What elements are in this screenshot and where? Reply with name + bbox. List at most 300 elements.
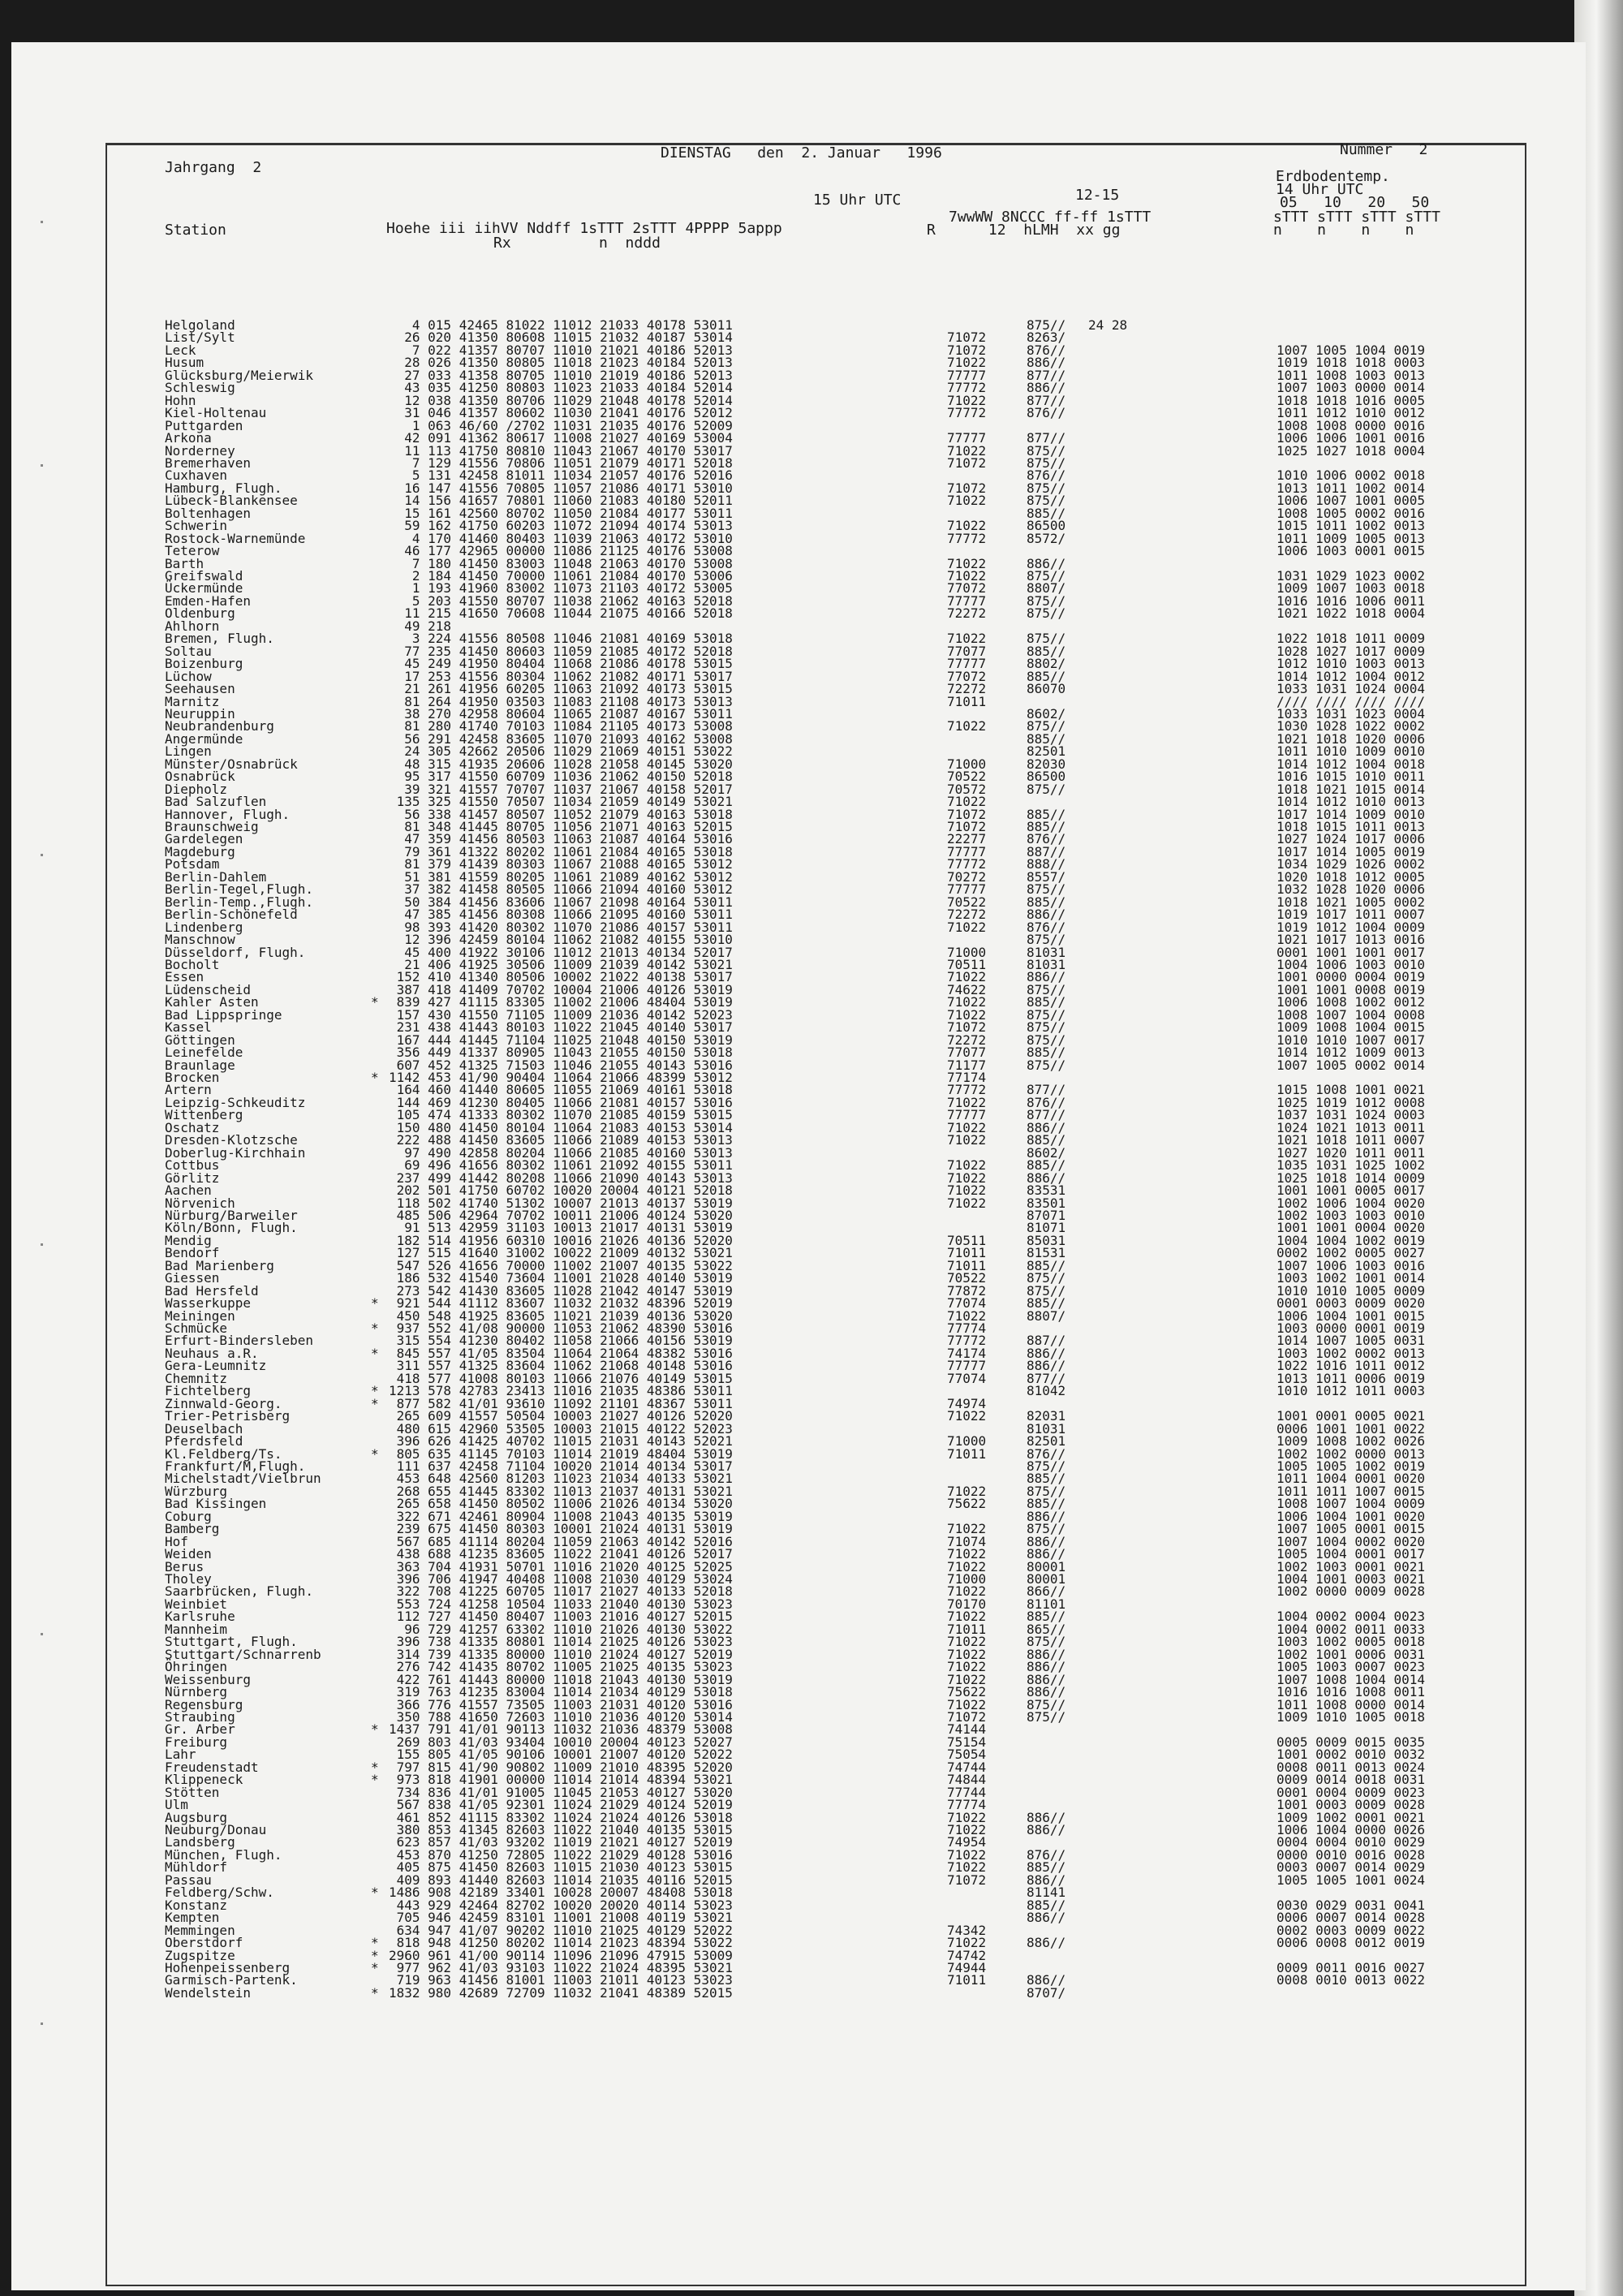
table-row (11, 1134, 1521, 1146)
cell-main: 95 317 41550 60709 11036 21062 40150 52018 (389, 769, 733, 785)
cell-main: 48 315 41935 20606 11028 21058 40145 53020 (389, 756, 733, 772)
cell-soil: 1012 1010 1003 0013 (1276, 656, 1426, 672)
cell-station: Braunlage (165, 1057, 235, 1073)
cell-soil: 1006 1008 1002 0012 (1276, 994, 1426, 1010)
cell-station: Nürburg/Barweiler (165, 1207, 298, 1223)
cell-station: Neubrandenburg (165, 718, 274, 734)
cell-main: 973 818 41901 00000 11014 21014 48394 53021 (389, 1772, 733, 1788)
cell-soil: 1001 0001 0005 0021 (1276, 1408, 1426, 1424)
cell-sy: 71022 (947, 919, 987, 935)
cell-main: 167 444 41445 71104 11025 21048 40150 53019 (389, 1032, 733, 1048)
cell-station: Saarbrücken, Flugh. (165, 1583, 314, 1600)
cell-sy: 71022 (947, 1671, 987, 1687)
cell-cl: 875// (1027, 605, 1066, 622)
cell-station: Bocholt (165, 956, 220, 972)
cell-main: 387 418 41409 70702 10004 21006 40126 53019 (389, 981, 733, 997)
cell-soil: 1014 1012 1010 0013 (1276, 794, 1426, 810)
cell-sy: 74954 (947, 1834, 987, 1850)
cell-cl: 885// (1027, 643, 1066, 659)
cell-main: 409 893 41440 82603 11014 21035 40116 52015 (389, 1872, 733, 1888)
cell-station: Soltau (165, 643, 212, 659)
cell-main: 182 514 41956 60310 10016 21026 40136 52020 (389, 1232, 733, 1248)
cell-cl: 875// (1027, 1006, 1066, 1023)
cell-soil: 1011 1009 1005 0013 (1276, 530, 1426, 546)
cell-soil: 1018 1018 1016 0005 (1276, 392, 1426, 408)
cell-main: 1486 908 42189 33401 10028 20007 48408 53018 (389, 1885, 733, 1901)
cell-sy: 71022 (947, 518, 987, 534)
cell-main: 39 321 41557 70707 11037 21067 40158 52017 (389, 781, 733, 797)
cell-main: 977 962 41/03 93103 11022 21024 48395 53021 (389, 1959, 733, 1975)
cell-sy: 72272 (947, 907, 987, 923)
cell-star: * (371, 1959, 379, 1975)
cell-soil: 1014 1012 1004 0018 (1276, 756, 1426, 772)
cell-cl: 82030 (1027, 756, 1066, 772)
column-subcodes: Rx n nddd (493, 235, 661, 252)
cell-soil: 1002 1002 0000 0013 (1276, 1445, 1426, 1462)
cell-station: Wendelstein (165, 1984, 251, 2001)
cell-soil: 1006 1003 0001 0015 (1276, 543, 1426, 559)
table-row (11, 1686, 1521, 1698)
cell-sy: 74742 (947, 1947, 987, 1963)
cell-station: Hof (165, 1533, 188, 1549)
cell-station: Lüchow (165, 668, 212, 684)
cell-sy: 71022 (947, 1182, 987, 1199)
cell-station: Mannheim (165, 1621, 228, 1637)
cell-sy: 71022 (947, 1859, 987, 1876)
cell-cl: 885// (1027, 819, 1066, 834)
table-row (11, 319, 1521, 331)
cell-cl: 875// (1027, 442, 1066, 459)
cell-main: 50 384 41456 83606 11067 21098 40164 53011 (389, 894, 733, 910)
period-label: 12-15 (1075, 187, 1120, 204)
cell-main: 453 648 42560 81203 11023 21034 40133 53021 (389, 1471, 733, 1487)
cell-cl: 885// (1027, 806, 1066, 822)
cell-station: Mendig (165, 1232, 212, 1248)
cell-main: 314 739 41335 80000 11010 21024 40127 52019 (389, 1646, 733, 1662)
cell-star: * (371, 1885, 379, 1901)
cell-cl: 875// (1027, 493, 1066, 509)
cell-main: 155 805 41/05 90106 10001 21007 40120 52022 (389, 1747, 733, 1763)
cell-cl: 875// (1027, 781, 1066, 797)
cell-cl: 8807/ (1027, 1307, 1066, 1324)
cell-soil: 1005 1004 0001 0017 (1276, 1546, 1426, 1562)
cell-station: Essen (165, 969, 204, 985)
cell-cl: 886// (1027, 1119, 1066, 1135)
cell-station: Coburg (165, 1508, 212, 1524)
cell-soil: 1001 0002 0010 0032 (1276, 1747, 1426, 1763)
cell-soil: 1007 1005 0002 0014 (1276, 1057, 1426, 1073)
table-row (11, 1661, 1521, 1673)
cell-main: 45 400 41922 30106 11012 21013 40134 52017 (389, 944, 733, 960)
cell-star: * (371, 1395, 379, 1411)
cell-station: Tholey (165, 1571, 212, 1587)
issue-number: Nummer 2 (1340, 141, 1428, 158)
document-page (11, 42, 1586, 2290)
cell-soil: 1002 1001 0006 0031 (1276, 1646, 1426, 1662)
cell-star: * (371, 1070, 379, 1085)
cell-soil: 1015 1008 1001 0021 (1276, 1082, 1426, 1098)
cell-main: 231 438 41443 80103 11022 21045 40140 53017 (389, 1019, 733, 1036)
cell-sy: 77072 (947, 668, 987, 684)
cell-station: Weissenburg (165, 1671, 251, 1687)
cell-soil: 1021 1017 1013 0016 (1276, 932, 1426, 948)
cell-main: 363 704 41931 50701 11016 21020 40125 52025 (389, 1558, 733, 1574)
cell-station: Giessen (165, 1270, 220, 1286)
cell-soil: 1009 1002 0001 0021 (1276, 1809, 1426, 1825)
cell-soil: 1009 1008 1004 0015 (1276, 1019, 1426, 1036)
cell-main: 152 410 41340 80506 10002 21022 40138 53017 (389, 969, 733, 985)
cell-cl: 875// (1027, 631, 1066, 647)
cell-sy: 77744 (947, 1784, 987, 1800)
cell-cl: 875// (1027, 932, 1066, 948)
cell-station: Gr. Arber (165, 1721, 235, 1738)
cell-star: * (371, 1320, 379, 1336)
cell-station: Kl.Feldberg/Ts. (165, 1445, 282, 1462)
cell-soil: 1034 1029 1026 0002 (1276, 856, 1426, 872)
cell-main: 818 948 41250 80202 11014 21023 48394 53022 (389, 1935, 733, 1951)
cell-star: * (371, 1935, 379, 1951)
table-row (11, 1157, 1521, 1174)
cell-cl: 875// (1027, 1458, 1066, 1474)
table-row (11, 907, 1521, 923)
cell-station: Ahlhorn (165, 618, 220, 634)
punch-mark (41, 221, 43, 223)
cell-station: Weiden (165, 1546, 212, 1562)
cell-station: Bad Hersfeld (165, 1282, 259, 1299)
cell-station: Lahr (165, 1747, 196, 1763)
cell-cl: 886// (1027, 969, 1066, 985)
cell-soil: 1016 1015 1010 0011 (1276, 769, 1426, 785)
cell-sy: 71072 (947, 1019, 987, 1036)
cell-cl: 875// (1027, 881, 1066, 898)
cell-cl: 886// (1027, 1546, 1066, 1562)
cell-cl: 8602/ (1027, 705, 1066, 722)
cell-soil: 1030 1028 1022 0002 (1276, 718, 1426, 734)
cell-main: 567 838 41/05 92301 11024 21029 40124 52019 (389, 1797, 733, 1813)
cell-sy: 71011 (947, 693, 987, 709)
cell-soil: 1025 1019 1012 0008 (1276, 1094, 1426, 1110)
cell-sy: 77777 (947, 430, 987, 446)
cell-sy: 71022 (947, 1094, 987, 1110)
cell-sy: 77777 (947, 592, 987, 609)
cell-station: Gera-Leumnitz (165, 1358, 267, 1374)
cell-cl: 875// (1027, 1708, 1066, 1725)
cell-cl: 876// (1027, 342, 1066, 358)
cell-main: 12 038 41350 80706 11029 21048 40178 52014 (389, 392, 733, 408)
cell-soil: 1014 1012 1009 0013 (1276, 1045, 1426, 1061)
cell-main: 45 249 41950 80404 11068 21086 40178 53015 (389, 656, 733, 672)
cell-station: Emden-Hafen (165, 592, 251, 609)
cell-cl: 876// (1027, 919, 1066, 935)
cell-station: Göttingen (165, 1032, 235, 1048)
cell-main: 453 870 41250 72805 11022 21029 40128 53016 (389, 1846, 733, 1863)
cell-main: 443 929 42464 82702 10020 20020 40114 53023 (389, 1897, 733, 1913)
cell-soil: 0005 0009 0015 0035 (1276, 1734, 1426, 1750)
cell-main: 845 557 41/05 83504 11064 21064 48382 53016 (389, 1345, 733, 1361)
cell-station: Arkona (165, 430, 212, 446)
cell-station: Braunschweig (165, 819, 259, 834)
cell-sy: 74744 (947, 1759, 987, 1775)
cell-sy: 77077 (947, 1045, 987, 1061)
cell-sy: 71022 (947, 1696, 987, 1712)
cell-main: 322 708 41225 60705 11017 21027 40133 52018 (389, 1583, 733, 1600)
cell-cl: 875// (1027, 317, 1066, 333)
cell-main: 553 724 41258 10504 11033 21040 40130 53023 (389, 1596, 733, 1612)
cell-main: 46 177 42965 00000 11086 21125 40176 53008 (389, 543, 733, 559)
cell-cl: 885// (1027, 1157, 1066, 1174)
cell-cl: 80001 (1027, 1571, 1066, 1587)
cell-station: Diepholz (165, 781, 228, 797)
cell-main: 222 488 41450 83605 11066 21089 40153 53013 (389, 1132, 733, 1148)
cell-sy: 70170 (947, 1596, 987, 1612)
cell-sy: 70511 (947, 1232, 987, 1248)
cell-station: Augsburg (165, 1809, 228, 1825)
cell-main: 396 706 41947 40408 11008 21030 40129 53024 (389, 1571, 733, 1587)
cell-soil: 1011 1008 1003 0013 (1276, 367, 1426, 383)
cell-station: Freiburg (165, 1734, 228, 1750)
cell-station: Karlsruhe (165, 1609, 235, 1625)
cell-soil: 1010 1006 0002 0018 (1276, 467, 1426, 484)
cell-main: 56 338 41457 80507 11052 21079 40163 53018 (389, 806, 733, 822)
cell-soil: 1017 1014 1009 0010 (1276, 806, 1426, 822)
cell-main: 805 635 41145 70103 11014 21019 48404 53019 (389, 1445, 733, 1462)
cell-soil: 1008 1008 0000 0016 (1276, 417, 1426, 433)
cell-station: Dresden-Klotzsche (165, 1132, 298, 1148)
cell-soil: 1002 0000 0009 0028 (1276, 1583, 1426, 1600)
table-row (11, 683, 1521, 695)
cell-sy: 71022 (947, 1846, 987, 1863)
table-row (11, 1295, 1521, 1312)
cell-soil: 1031 1029 1023 0002 (1276, 568, 1426, 584)
cell-sy: 70522 (947, 1270, 987, 1286)
cell-soil: 1014 1012 1004 0012 (1276, 668, 1426, 684)
cell-main: 81 264 41950 03503 11083 21108 40173 53013 (389, 693, 733, 709)
cell-station: Puttgarden (165, 417, 243, 433)
table-row (11, 1523, 1521, 1535)
cell-cl: 885// (1027, 1471, 1066, 1487)
cell-cl: 875// (1027, 592, 1066, 609)
cell-sy (947, 1987, 986, 1999)
cell-main: 16 147 41556 70805 11057 21086 40171 53010 (389, 480, 733, 496)
cell-main: 47 385 41456 80308 11066 21095 40160 53011 (389, 907, 733, 923)
cell-station: Ückermünde (165, 580, 243, 597)
table-row (11, 1798, 1521, 1811)
cell-cl: 885// (1027, 1609, 1066, 1625)
cell-main: 405 875 41450 82603 11015 21030 40123 53015 (389, 1859, 733, 1876)
cell-main: 202 501 41750 60702 10020 20004 40121 52018 (389, 1182, 733, 1199)
cell-cl: 885// (1027, 1859, 1066, 1876)
cell-sy: 71011 (947, 1245, 987, 1261)
cell-station: List/Sylt (165, 330, 235, 346)
cell-soil: 1010 1012 1011 0003 (1276, 1383, 1426, 1399)
cell-cl: 875// (1027, 1019, 1066, 1036)
cell-station: Angermünde (165, 730, 243, 747)
cell-soil: 1021 1022 1018 0004 (1276, 605, 1426, 622)
cell-sy: 74342 (947, 1922, 987, 1938)
cell-sy: 70511 (947, 956, 987, 972)
cell-main: 350 788 41650 72603 11010 21036 40120 53014 (389, 1708, 733, 1725)
cell-soil: 1003 1002 0002 0013 (1276, 1345, 1426, 1361)
cell-station: Bad Salzuflen (165, 794, 267, 810)
table-row (11, 795, 1521, 808)
cell-main: 5 203 41550 80707 11038 21062 40163 52018 (389, 592, 733, 609)
cell-station: Leipzig-Schkeuditz (165, 1094, 306, 1110)
cell-station: Landsberg (165, 1834, 235, 1850)
cell-station: Berlin-Dahlem (165, 868, 267, 885)
cell-cl: 888// (1027, 856, 1066, 872)
cell-sy: 71022 (947, 1307, 987, 1324)
cell-sy: 77772 (947, 380, 987, 396)
cell-cl: 877// (1027, 367, 1066, 383)
cell-station: Schleswig (165, 380, 235, 396)
table-row (11, 1984, 1521, 2001)
cell-soil: 1002 1003 0001 0021 (1276, 1558, 1426, 1574)
cell-soil: 1018 1021 1015 0014 (1276, 781, 1426, 797)
cell-station: Neuburg/Donau (165, 1822, 267, 1837)
cell-station: Leinefelde (165, 1045, 243, 1061)
cell-sy: 71022 (947, 555, 987, 571)
cell-sy: 77772 (947, 1333, 987, 1349)
cell-soil: 1011 1012 1010 0012 (1276, 405, 1426, 421)
cell-cl: 875// (1027, 1696, 1066, 1712)
cell-station: Brocken (165, 1070, 220, 1085)
cell-sy: 77777 (947, 881, 987, 898)
cell-main: 1213 578 42783 23413 11016 21035 48386 53011 (389, 1383, 733, 1399)
cell-station: Konstanz (165, 1897, 228, 1913)
cell-sy: 77777 (947, 367, 987, 383)
table-row (11, 1059, 1521, 1071)
cell-cl: 8807/ (1027, 580, 1066, 597)
cell-sy: 71022 (947, 1822, 987, 1837)
cell-star: * (371, 1772, 379, 1788)
table-row (11, 1410, 1521, 1422)
cell-sy: 75154 (947, 1734, 987, 1750)
cell-soil: 1035 1031 1025 1002 (1276, 1157, 1426, 1174)
cell-soil: 1011 1010 1009 0010 (1276, 743, 1426, 760)
cell-soil: 1007 1004 0002 0020 (1276, 1533, 1426, 1549)
table-row (11, 657, 1521, 670)
cell-main: 91 513 42959 31103 10013 21017 40131 53019 (389, 1220, 733, 1236)
cell-cl: 875// (1027, 1282, 1066, 1299)
cell-cl: 877// (1027, 1370, 1066, 1386)
cell-soil: 1017 1014 1005 0019 (1276, 843, 1426, 859)
cell-cl: 875// (1027, 981, 1066, 997)
cell-main: 839 427 41115 83305 11002 21006 48404 53019 (389, 994, 733, 1010)
cell-soil: 1010 1010 1007 0017 (1276, 1032, 1426, 1048)
cell-sy: 77777 (947, 1107, 987, 1123)
cell-station: Rostock-Warnemünde (165, 530, 306, 546)
cell-main: 1 063 46/60 /2702 11031 21035 40176 52009 (389, 417, 733, 433)
table-row (11, 1385, 1521, 1397)
cell-soil: 1006 1006 1001 0016 (1276, 430, 1426, 446)
cell-soil: 1003 0000 0001 0019 (1276, 1320, 1426, 1336)
cell-sy: 71022 (947, 1546, 987, 1562)
cell-soil: 1004 1004 1002 0019 (1276, 1232, 1426, 1248)
cell-wind: 24 28 (1088, 317, 1128, 333)
cell-soil: 1033 1031 1023 0004 (1276, 705, 1426, 722)
column-codes-2: R 12 hLMH xx gg (927, 222, 1121, 239)
cell-soil: 0006 1001 1001 0022 (1276, 1420, 1426, 1437)
cell-sy: 74844 (947, 1772, 987, 1788)
cell-cl: 83501 (1027, 1195, 1066, 1211)
cell-soil: 0004 0004 0010 0029 (1276, 1834, 1426, 1850)
cell-main: 12 396 42459 80104 11062 21082 40155 53010 (389, 932, 733, 948)
cell-sy: 71022 (947, 1935, 987, 1951)
cell-soil: 1016 1016 1006 0011 (1276, 592, 1426, 609)
cell-station: Zinnwald-Georg. (165, 1395, 282, 1411)
cell-sy: 71072 (947, 480, 987, 496)
cell-station: Hannover, Flugh. (165, 806, 291, 822)
cell-main: 623 857 41/03 93202 11019 21021 40127 52019 (389, 1834, 733, 1850)
cell-cl: 886// (1027, 1671, 1066, 1687)
cell-cl: 81101 (1027, 1596, 1066, 1612)
cell-star: * (371, 1947, 379, 1963)
cell-soil: 1004 0002 0011 0033 (1276, 1621, 1426, 1637)
column-codes-1: 7wwWW 8NCCC ff-ff 1sTTT (949, 209, 1152, 226)
cell-cl: 886// (1027, 1345, 1066, 1361)
cell-soil: 1025 1018 1014 0009 (1276, 1170, 1426, 1186)
cell-sy: 71022 (947, 1408, 987, 1424)
cell-sy: 71022 (947, 1809, 987, 1825)
cell-main: 27 033 41358 80705 11010 21019 40186 52013 (389, 367, 733, 383)
cell-station: Manschnow (165, 932, 235, 948)
cell-soil: 1004 0002 0004 0023 (1276, 1609, 1426, 1625)
cell-sy: 71022 (947, 1659, 987, 1675)
cell-station: Deuselbach (165, 1420, 243, 1437)
cell-main: 31 046 41357 80602 11030 21041 40176 52012 (389, 405, 733, 421)
cell-main: 7 022 41357 80707 11010 21021 40186 52013 (389, 342, 733, 358)
cell-main: 315 554 41230 80402 11058 21066 40156 53019 (389, 1333, 733, 1349)
cell-cl: 885// (1027, 505, 1066, 521)
cell-sy (947, 545, 986, 557)
cell-cl: 877// (1027, 392, 1066, 408)
cell-main: 237 499 41442 80208 11066 21090 40143 53013 (389, 1170, 733, 1186)
cell-station: Teterow (165, 543, 220, 559)
cell-main: 239 675 41450 80303 10001 21024 40131 53019 (389, 1521, 733, 1537)
cell-sy: 71022 (947, 493, 987, 509)
cell-soil: 1028 1027 1017 0009 (1276, 643, 1426, 659)
cell-station: Kassel (165, 1019, 212, 1036)
cell-soil: 1001 0003 0009 0028 (1276, 1797, 1426, 1813)
table-row (11, 1433, 1521, 1450)
cell-soil: 1011 1008 0000 0014 (1276, 1696, 1426, 1712)
cell-main: 797 815 41/90 90802 11009 21010 48395 52020 (389, 1759, 733, 1775)
cell-cl: 8557/ (1027, 868, 1066, 885)
cell-sy: 71022 (947, 1170, 987, 1186)
cell-sy: 77772 (947, 530, 987, 546)
cell-cl: 876// (1027, 1445, 1066, 1462)
cell-soil: 1019 1018 1018 0003 (1276, 355, 1426, 371)
cell-sy: 72272 (947, 605, 987, 622)
cell-cl: 886// (1027, 1659, 1066, 1675)
cell-sy: 71011 (947, 1257, 987, 1273)
cell-station: Oschatz (165, 1119, 220, 1135)
cell-soil: 1016 1016 1008 0011 (1276, 1684, 1426, 1700)
cell-sy: 71072 (947, 330, 987, 346)
cell-sy (947, 1886, 986, 1898)
cell-main: 79 361 41322 80202 11061 21084 40165 53018 (389, 843, 733, 859)
cell-cl: 81031 (1027, 1420, 1066, 1437)
cell-cl: 886// (1027, 1809, 1066, 1825)
cell-main: 135 325 41550 70507 11034 21059 40149 53021 (389, 794, 733, 810)
cell-cl: 875// (1027, 1521, 1066, 1537)
cell-cl: 886// (1027, 555, 1066, 571)
cell-star: * (371, 1345, 379, 1361)
cell-station: Würzburg (165, 1483, 228, 1499)
cell-main: 21 261 41956 60205 11063 21092 40173 53015 (389, 681, 733, 697)
cell-cl: 8263/ (1027, 330, 1066, 346)
cell-main: 11 113 41750 80810 11043 21067 40170 53017 (389, 442, 733, 459)
